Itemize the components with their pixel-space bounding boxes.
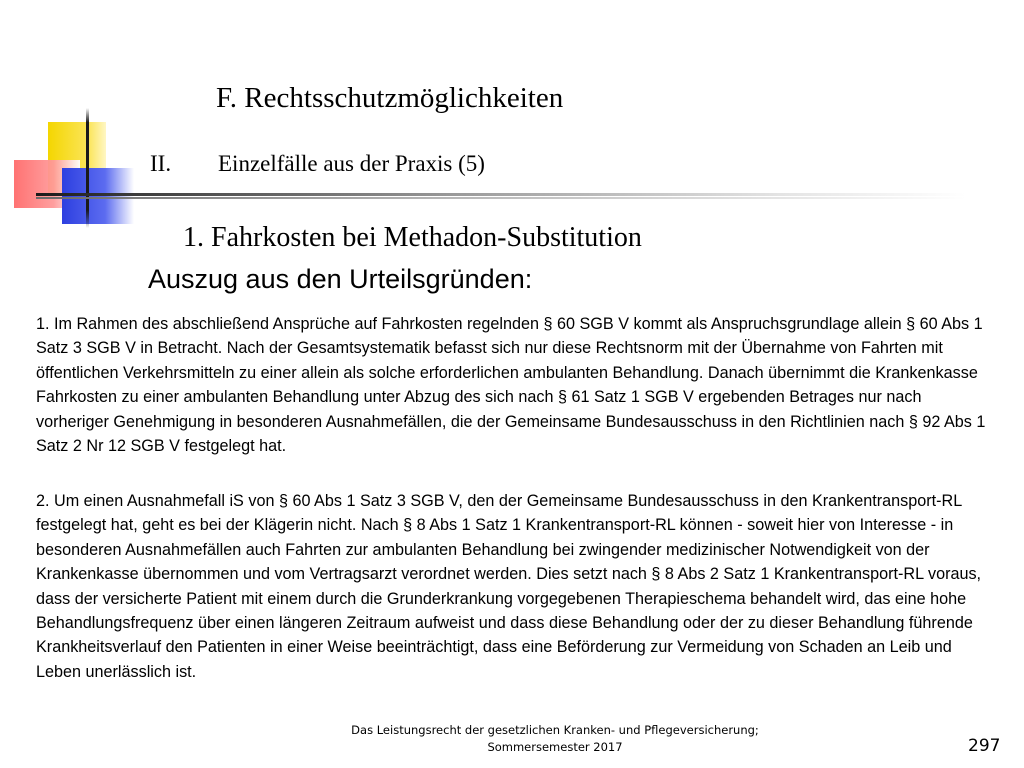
paragraph-1: 1. Im Rahmen des abschließend Ansprüche auf Fahrkosten regelnden § 60 SGB V kommt als Anspruchsgrundlage allein § 60 Abs 1 Satz 3 SGB V in Betracht. Nach der Gesamtsystematik befasst sich nur diese Rechtsnorm mit der Übernahme von Fahrten mit öffentlichen Verkehrsmitteln zu einer allein als solche erforderlichen ambulanten Behandlung. Danach übernimmt die Krankenkasse Fahrkosten zu einer ambulanten Behandlung unter Abzug des sich nach § 61 Satz 1 SGB V ergebenden Betrages nur nach vorheriger Genehmigung in besonderen Ausnahmefällen, die der Gemeinsame Bundesausschuss in den Richtlinien nach § 92 Abs 1 Satz 2 Nr 12 SGB V festgelegt hat. xyxy=(36,315,986,456)
footer xyxy=(300,722,810,756)
decorative-horizontal-line xyxy=(36,193,966,196)
slide-title: F. Rechtsschutzmöglichkeiten xyxy=(216,82,564,114)
paragraph-2: 2. Um einen Ausnahmefall iS von § 60 Abs 1 Satz 3 SGB V, den der Gemeinsame Bundesausschuss in den Krankentransport-RL festgelegt hat, geht es bei der Klägerin nicht. Nach § 8 Abs 1 Satz 1 Krankentransport-RL können - soweit hier von Interesse - in besonderen Ausnahmefällen auch Fahrten zur ambulanten Behandlung bei zwingender medizinischer Notwendigkeit von der Krankenkasse übernommen und vom Vertragsarzt verordnet werden. Dies setzt nach § 8 Abs 2 Satz 1 Krankentransport-RL voraus, dass der versicherte Patient mit einem durch die Grunderkrankung vorgegebenen Therapieschema behandelt wird, das eine hohe Behandlungsfrequenz über einen längeren Zeitraum aufweist und dass diese Behandlung oder der zu dieser Behandlung führende Krankheitsverlauf den Patienten in einer Weise beeinträchtigt, dass eine Beförderung zur Vermeidung von Schaden an Leib und Leben unerlässlich ist. xyxy=(36,492,982,681)
decorative-blue-square xyxy=(62,168,134,224)
footer-line-semester: Sommersemester 2017 xyxy=(487,740,623,754)
subtitle-number: II. xyxy=(150,151,172,176)
subtitle-text: Einzelfälle aus der Praxis (5) xyxy=(218,151,485,176)
excerpt-heading: Auszug aus den Urteilsgründen: xyxy=(148,264,533,294)
decorative-vertical-line xyxy=(86,108,89,228)
slide-subtitle xyxy=(150,151,485,177)
decorative-horizontal-line-secondary xyxy=(36,197,966,199)
footer-line-course: Das Leistungsrecht der gesetzlichen Kranken- und Pflegeversicherung; xyxy=(351,723,759,737)
section-title: 1. Fahrkosten bei Methadon-Substitution xyxy=(183,222,642,253)
page-number: 297 xyxy=(968,736,1001,756)
